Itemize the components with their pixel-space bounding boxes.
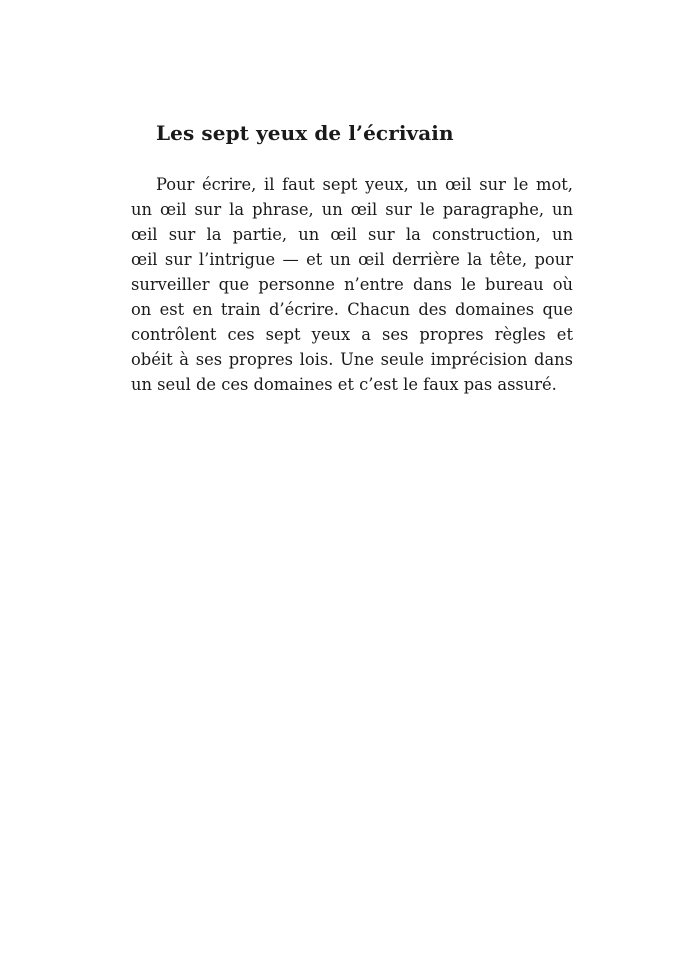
- paragraph: [131, 172, 573, 397]
- paragraph-line: œil sur la partie, un œil sur la construction, un: [131, 225, 573, 244]
- paragraph-line: contrôlent ces sept yeux a ses propres règles et: [131, 325, 573, 344]
- paragraph-line: un seul de ces domaines et c’est le faux pas assuré.: [131, 375, 557, 394]
- paragraph-line: œil sur l’intrigue — et un œil derrière la tête, pour: [131, 250, 573, 269]
- paragraph-line: un œil sur la phrase, un œil sur le paragraphe, un: [131, 200, 573, 219]
- paragraph-line: surveiller que personne n’entre dans le bureau où: [131, 275, 573, 294]
- paragraph-line: obéit à ses propres lois. Une seule imprécision dans: [131, 350, 573, 369]
- paragraph-line: on est en train d’écrire. Chacun des domaines que: [131, 300, 573, 319]
- paragraph-line: Pour écrire, il faut sept yeux, un œil sur le mot,: [156, 175, 573, 194]
- page-title: Les sept yeux de l’écrivain: [156, 121, 454, 145]
